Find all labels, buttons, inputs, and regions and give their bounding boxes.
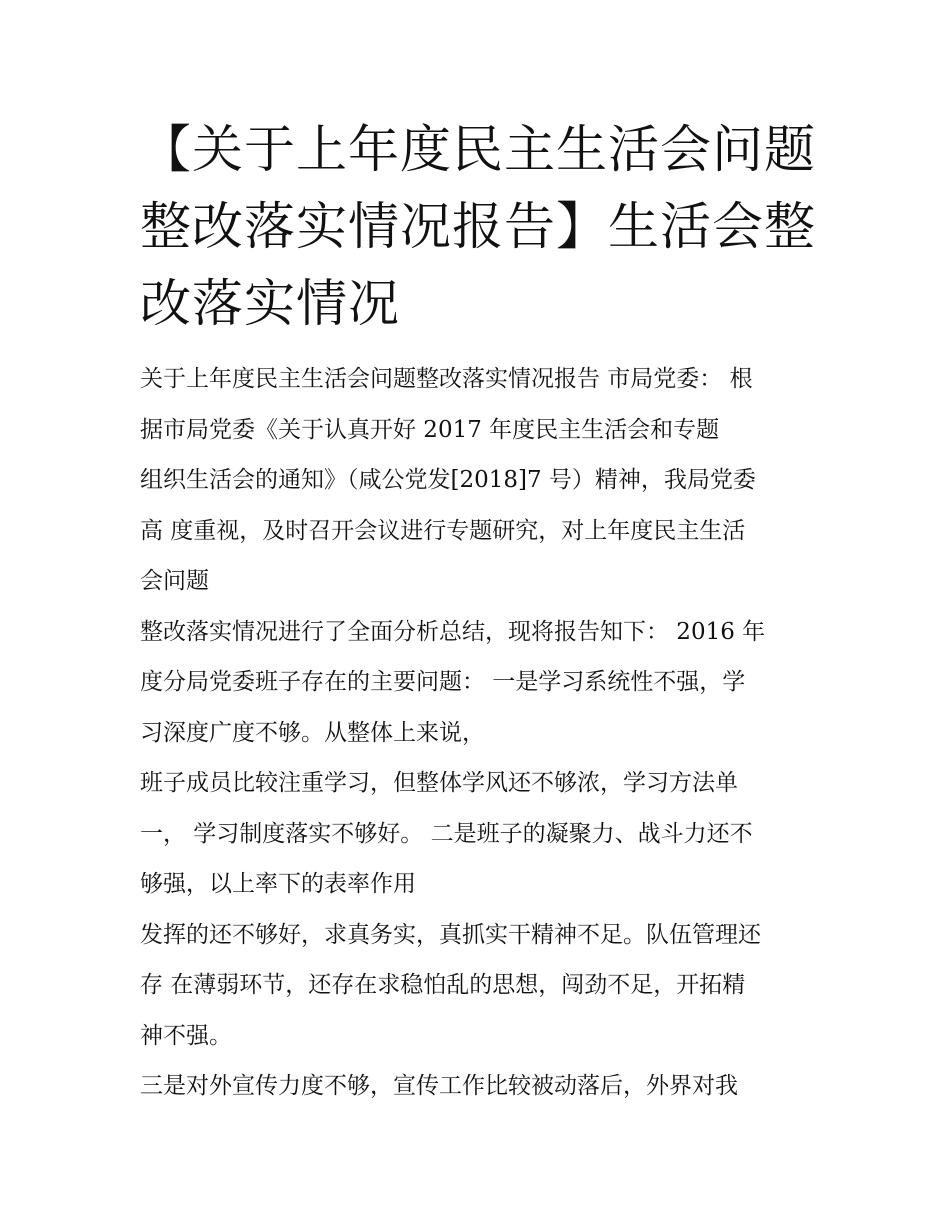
- title-line: 【关于上年度民主生活会问题: [140, 121, 817, 180]
- body-line: 三是对外宣传力度不够，宣传工作比较被动落后，外界对我: [140, 1073, 738, 1099]
- document-body: [140, 354, 830, 1112]
- body-line: 存 在薄弱环节，还存在求稳怕乱的思想，闯劲不足，开拓精: [140, 972, 746, 998]
- document-title: [140, 112, 820, 343]
- body-line: 习深度广度不够。从整体上来说，: [140, 719, 485, 746]
- body-line: 关于上年度民主生活会问题整改落实情况报告 市局党委： 根: [140, 366, 753, 392]
- body-line: 据市局党委《关于认真开好 2017 年度民主生活会和专题: [140, 416, 720, 443]
- title-line: 改落实情况: [140, 275, 401, 334]
- body-line: 整改落实情况进行了全面分析总结，现将报告知下： 2016 年: [140, 618, 766, 645]
- body-line: 高 度重视，及时召开会议进行专题研究，对上年度民主生活: [140, 517, 746, 544]
- body-line: 度分局党委班子存在的主要问题： 一是学习系统性不强，学: [140, 669, 746, 695]
- body-line: 一， 学习制度落实不够好。 二是班子的凝聚力、战斗力还不: [140, 820, 753, 847]
- body-line: 神不强。: [140, 1022, 232, 1049]
- body-line: 组织生活会的通知》（咸公党发[2018]7 号）精神，我局党委: [140, 467, 756, 493]
- title-line: 整改落实情况报告】生活会整: [140, 198, 817, 257]
- body-line: 够强，以上率下的表率作用: [140, 871, 416, 897]
- body-line: 发挥的还不够好，求真务实，真抓实干精神不足。队伍管理还: [140, 921, 761, 948]
- body-line: 班子成员比较注重学习，但整体学风还不够浓，学习方法单: [140, 770, 738, 796]
- body-line: 会问题: [140, 568, 209, 594]
